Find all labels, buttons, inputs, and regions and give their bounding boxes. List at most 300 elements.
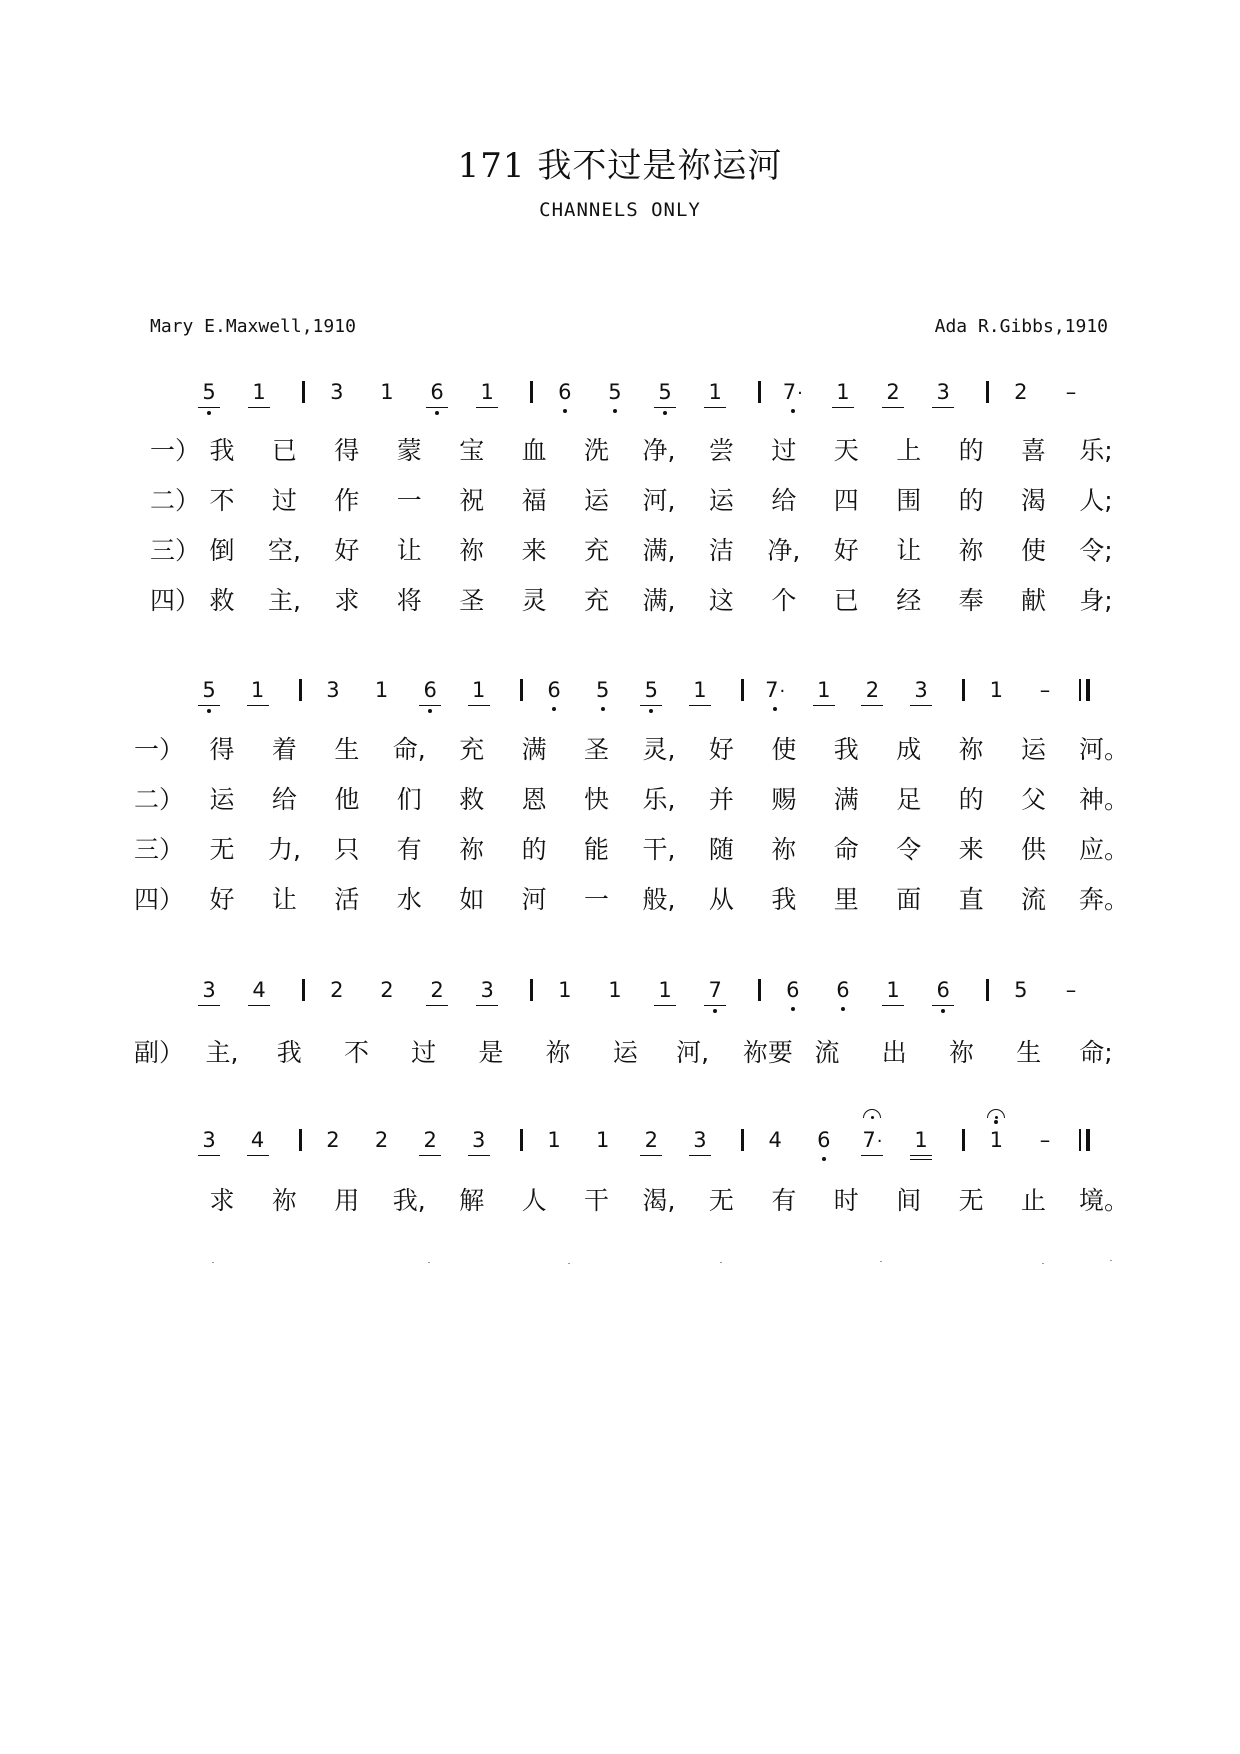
barline: [299, 679, 302, 701]
lyric-syllable: 我: [276, 1038, 302, 1067]
lyric-syllable: 灵,: [642, 735, 676, 764]
lyric-line: [0, 883, 1240, 917]
underline-beam: [198, 1155, 220, 1156]
lyric-syllable: 他: [334, 785, 360, 814]
lyric-syllable: 得: [334, 436, 360, 465]
lyric-syllable: 命,: [392, 735, 426, 764]
note-digit: 1: [252, 380, 266, 404]
note-wrap: [1001, 378, 1041, 406]
scan-speck: [1110, 1260, 1112, 1261]
note-wrap: [873, 976, 913, 1004]
lyric-syllable: 满,: [642, 536, 676, 565]
note-digit: 3: [202, 1128, 216, 1152]
note: [923, 378, 963, 408]
note-digit: 5: [608, 380, 622, 404]
note: [595, 378, 635, 413]
lyric-syllable: 的: [958, 486, 984, 515]
notation-line: [0, 676, 1240, 730]
underline-beam: [654, 407, 676, 408]
dash-glyph: –: [1065, 978, 1077, 1002]
underline-beam: [198, 407, 220, 408]
note: [239, 976, 279, 1006]
note-wrap: [583, 1126, 623, 1154]
note-wrap: [417, 378, 457, 406]
note: [410, 676, 450, 713]
lyric-syllable: 用: [334, 1186, 360, 1215]
note-digit: 3: [914, 678, 928, 702]
octave-down-dot: [773, 707, 777, 711]
sustain-dash: [1025, 1126, 1065, 1154]
note-wrap: [755, 1126, 795, 1154]
note-digit: 1: [817, 678, 831, 702]
lyric-syllable: 的: [958, 436, 984, 465]
lyric-syllable: 好: [209, 885, 235, 914]
lyric-syllable: 已: [271, 436, 297, 465]
note-digit: 7·: [862, 1128, 883, 1152]
note-digit: 5: [202, 678, 216, 702]
lyric-syllable: 让: [896, 536, 922, 565]
note: [189, 676, 229, 713]
underline-beam: [640, 705, 662, 706]
underline-beam: [704, 1005, 726, 1006]
lyric-syllable: 宝: [459, 436, 485, 465]
lyric-syllable: 人: [521, 1186, 547, 1215]
note-digit: 1: [708, 380, 722, 404]
octave-down-dot: [552, 707, 556, 711]
lyric-syllable: 这: [708, 586, 734, 615]
sustain-dash: [1051, 378, 1091, 406]
lyric-syllable: 四: [833, 486, 859, 515]
underline-beam: [426, 407, 448, 408]
sustain-dash: [1025, 676, 1065, 704]
lyric-syllable: 作: [334, 486, 360, 515]
lyric-syllable: 渴: [1021, 486, 1047, 515]
note-digit: 7·: [782, 380, 803, 404]
note-wrap: [695, 378, 735, 406]
underline-beam: [198, 705, 220, 706]
verse-label: 二）: [134, 785, 185, 814]
note-digit: 1: [480, 380, 494, 404]
note: [631, 676, 671, 713]
underline-beam: [910, 1155, 932, 1156]
note-digit: 3: [693, 1128, 707, 1152]
octave-down-dot: [601, 707, 605, 711]
lyric-syllable: 来: [958, 835, 984, 864]
note-wrap: [773, 976, 813, 1004]
note: [773, 378, 813, 413]
lyric-syllable: 过: [271, 486, 297, 515]
note-wrap: [695, 976, 735, 1004]
barline: [962, 1129, 965, 1151]
lyric-syllable: 我,: [392, 1186, 426, 1215]
underline-beam: [476, 1005, 498, 1006]
lyric-syllable: 是: [478, 1038, 504, 1067]
note-wrap: [976, 676, 1016, 704]
note-wrap: [901, 676, 941, 704]
note: [645, 976, 685, 1006]
octave-down-dot: [791, 409, 795, 413]
lyric-syllable: 不: [209, 486, 235, 515]
lyric-syllable: 只: [334, 835, 360, 864]
note: [755, 676, 795, 711]
note: [417, 378, 457, 415]
note-wrap: [459, 1126, 499, 1154]
lyric-syllable: 好: [334, 536, 360, 565]
note-digit: 6: [547, 678, 561, 702]
lyric-syllable: 献: [1021, 586, 1047, 615]
verse-label: 一）: [134, 735, 185, 764]
lyric-syllable: 般,: [642, 885, 676, 914]
note-digit: 7·: [765, 678, 786, 702]
note-wrap: [1001, 976, 1041, 1004]
lyric-syllable: 的: [521, 835, 547, 864]
note-wrap: [238, 1126, 278, 1154]
lyric-syllable: 成: [896, 735, 922, 764]
barline: [530, 979, 533, 1001]
note-wrap: [317, 378, 357, 406]
underline-beam: [476, 407, 498, 408]
lyric-syllable: 生: [1016, 1038, 1042, 1067]
note-wrap: [239, 976, 279, 1004]
lyric-syllable: 救: [209, 586, 235, 615]
underline-beam: [468, 705, 490, 706]
lyric-syllable: 福: [521, 486, 547, 515]
final-barline: [1086, 1129, 1090, 1151]
note-digit: 1: [547, 1128, 561, 1152]
lyric-syllable: 求: [209, 1186, 235, 1215]
note-digit: 5: [644, 678, 658, 702]
underline-beam: [910, 1159, 932, 1160]
note: [317, 976, 357, 1004]
underline-beam: [198, 1005, 220, 1006]
lyric-line: [0, 1036, 1240, 1070]
verse-label: 副）: [134, 1038, 185, 1067]
lyric-syllable: 运: [584, 486, 610, 515]
note: [534, 1126, 574, 1154]
lyric-syllable: 境。: [1079, 1186, 1130, 1215]
scan-speck: [428, 1262, 430, 1263]
octave-down-dot: [613, 409, 617, 413]
barline: [758, 381, 761, 403]
lyric-syllable: 着: [271, 735, 297, 764]
lyric-syllable: 干,: [642, 835, 676, 864]
note-wrap: [545, 976, 585, 1004]
verse-label: 一）: [150, 436, 201, 465]
lyricist-credit: Mary E.Maxwell,1910: [150, 316, 356, 337]
underline-beam: [426, 1005, 448, 1006]
final-barline: [1086, 679, 1090, 701]
scan-speck: [1042, 1263, 1044, 1264]
lyric-syllable: 主,: [205, 1038, 239, 1067]
underline-beam: [832, 407, 854, 408]
note-digit: 1: [595, 1128, 610, 1152]
note: [755, 1126, 795, 1154]
note: [467, 378, 507, 408]
fermata-icon: [863, 1109, 881, 1118]
lyric-syllable: 河: [521, 885, 547, 914]
note-wrap: [755, 676, 795, 704]
lyric-syllable: 恩: [521, 785, 547, 814]
lyric-line: [0, 833, 1240, 867]
note-digit: 2: [865, 678, 880, 702]
lyric-syllable: 时: [833, 1186, 859, 1215]
lyric-syllable: 祢要: [742, 1038, 793, 1067]
note-digit: 2: [330, 978, 344, 1002]
dash-glyph: –: [1065, 380, 1077, 404]
lyric-syllable: 好: [833, 536, 859, 565]
lyric-syllable: 们: [396, 785, 422, 814]
lyric-syllable: 经: [896, 586, 922, 615]
augmentation-dot: ·: [876, 1131, 883, 1152]
note: [901, 676, 941, 706]
lyric-line: [0, 584, 1240, 618]
lyric-syllable: 生: [334, 735, 360, 764]
note: [459, 1126, 499, 1156]
notation-line: [0, 976, 1240, 1030]
lyric-syllable: 祢: [771, 835, 797, 864]
lyric-syllable: 过: [411, 1038, 437, 1067]
lyric-syllable: 河。: [1079, 735, 1130, 764]
lyric-syllable: 祢: [459, 536, 485, 565]
note-digit: 6: [836, 978, 850, 1002]
composer-credit: Ada R.Gibbs,1910: [934, 316, 1108, 337]
lyric-syllable: 祝: [459, 486, 485, 515]
note-wrap: [852, 1126, 892, 1154]
note: [545, 976, 585, 1004]
barline: [758, 979, 761, 1001]
hymn-title: 171 我不过是祢运河: [457, 146, 783, 186]
note-wrap: [534, 676, 574, 704]
note-wrap: [645, 378, 685, 406]
scan-speck: [568, 1263, 570, 1264]
lyric-syllable: 不: [343, 1038, 369, 1067]
lyric-syllable: 血: [521, 436, 547, 465]
octave-down-dot: [428, 709, 432, 713]
underline-beam: [704, 407, 726, 408]
note: [367, 378, 407, 406]
note-wrap: [923, 378, 963, 406]
underline-beam: [468, 1155, 490, 1156]
barline: [302, 979, 305, 1001]
scan-speck: [212, 1262, 214, 1263]
note-digit: 1: [886, 978, 900, 1002]
note: [417, 976, 457, 1006]
lyric-syllable: 赐: [771, 785, 797, 814]
lyric-syllable: 出: [881, 1038, 907, 1067]
lyric-syllable: 求: [334, 586, 360, 615]
underline-beam: [861, 1155, 883, 1156]
note: [873, 976, 913, 1006]
lyric-syllable: 使: [1021, 536, 1047, 565]
lyric-syllable: 祢: [949, 1038, 975, 1067]
fermata-icon: [987, 1109, 1005, 1118]
note-wrap: [545, 378, 585, 406]
lyric-syllable: 渴,: [642, 1186, 676, 1215]
note: [680, 1126, 720, 1156]
note: [923, 976, 963, 1013]
lyric-syllable: 将: [396, 586, 422, 615]
verse-label: 三）: [134, 835, 185, 864]
lyric-syllable: 祢: [958, 536, 984, 565]
note: [901, 1126, 941, 1160]
note: [189, 378, 229, 415]
note-digit: 2: [423, 1128, 437, 1152]
barline: [1079, 1129, 1081, 1151]
lyric-syllable: 运: [708, 486, 734, 515]
lyric-syllable: 奉: [958, 586, 984, 615]
note-wrap: [417, 976, 457, 1004]
lyric-syllable: 河,: [676, 1038, 710, 1067]
lyric-syllable: 蒙: [396, 436, 422, 465]
lyric-syllable: 止: [1021, 1186, 1047, 1215]
note: [238, 1126, 278, 1156]
lyric-syllable: 使: [771, 735, 797, 764]
lyric-syllable: 主,: [267, 586, 301, 615]
barline: [520, 1129, 523, 1151]
note-digit: 5: [658, 380, 672, 404]
lyric-syllable: 喜: [1021, 436, 1047, 465]
notation-line: [0, 1126, 1240, 1180]
note: [545, 378, 585, 413]
note: [583, 676, 623, 711]
underline-beam: [247, 1155, 269, 1156]
note-digit: 3: [330, 380, 344, 404]
note-wrap: [804, 1126, 844, 1154]
lyric-line: [0, 783, 1240, 817]
verse-label: 四）: [134, 885, 185, 914]
lyric-syllable: 净,: [642, 436, 676, 465]
lyric-syllable: 尝: [708, 436, 734, 465]
lyric-syllable: 给: [271, 785, 297, 814]
barline: [741, 679, 744, 701]
note-wrap: [923, 976, 963, 1004]
lyric-syllable: 供: [1021, 835, 1047, 864]
note: [534, 676, 574, 711]
note-digit: 3: [326, 678, 340, 702]
lyric-syllable: 能: [584, 835, 610, 864]
note-digit: 3: [480, 978, 494, 1002]
lyric-syllable: 天: [833, 436, 859, 465]
lyric-syllable: 祢: [459, 835, 485, 864]
lyric-syllable: 洁: [708, 536, 734, 565]
lyric-syllable: 乐,: [642, 785, 676, 814]
note-digit: 1: [989, 678, 1004, 702]
octave-down-dot: [649, 709, 653, 713]
note: [852, 676, 892, 706]
underline-beam: [932, 407, 954, 408]
dash-glyph: –: [1039, 1128, 1051, 1152]
augmentation-dot: ·: [779, 681, 786, 702]
lyric-line: [0, 534, 1240, 568]
barline: [1079, 679, 1081, 701]
note: [680, 676, 720, 706]
barline: [299, 1129, 302, 1151]
note-digit: 3: [472, 1128, 486, 1152]
note: [976, 1126, 1016, 1154]
lyric-syllable: 命: [833, 835, 859, 864]
note-digit: 1: [608, 978, 622, 1002]
barline: [530, 381, 533, 403]
note-wrap: [534, 1126, 574, 1154]
lyric-syllable: 流: [1021, 885, 1047, 914]
note-wrap: [773, 378, 813, 406]
note-digit: 2: [430, 978, 444, 1002]
note-wrap: [189, 378, 229, 406]
note: [695, 976, 735, 1013]
note: [631, 1126, 671, 1156]
lyric-syllable: 满: [833, 785, 859, 814]
note-digit: 2: [326, 1128, 340, 1152]
octave-up-dot: [994, 1120, 998, 1124]
note: [823, 976, 863, 1011]
scan-speck: [880, 1261, 882, 1262]
octave-down-dot: [713, 1009, 717, 1013]
note: [804, 1126, 844, 1161]
lyric-syllable: 令;: [1079, 536, 1113, 565]
note: [313, 676, 353, 704]
note-digit: 5: [1014, 978, 1028, 1002]
lyric-syllable: 上: [896, 436, 922, 465]
barline: [302, 381, 305, 403]
hymn-subtitle: CHANNELS ONLY: [539, 199, 701, 221]
note-digit: 2: [644, 1128, 658, 1152]
note-wrap: [189, 976, 229, 1004]
note-digit: 2: [1014, 380, 1028, 404]
lyric-syllable: 身;: [1079, 586, 1113, 615]
barline: [520, 679, 523, 701]
lyric-syllable: 空,: [267, 536, 301, 565]
note-wrap: [873, 378, 913, 406]
octave-down-dot: [207, 411, 211, 415]
lyric-syllable: 奔。: [1079, 885, 1130, 914]
note-wrap: [367, 378, 407, 406]
lyric-syllable: 间: [896, 1186, 922, 1215]
verse-label: 四）: [150, 586, 201, 615]
note-digit: 2: [374, 1128, 389, 1152]
lyric-syllable: 解: [459, 1186, 485, 1215]
note-digit: 4: [252, 978, 266, 1002]
note-wrap: [189, 676, 229, 704]
note-wrap: [362, 676, 402, 704]
octave-down-dot: [941, 1009, 945, 1013]
lyric-syllable: 令: [896, 835, 922, 864]
note-digit: 7: [708, 978, 722, 1002]
note-digit: 1: [658, 978, 672, 1002]
note: [189, 1126, 229, 1156]
note-wrap: [852, 676, 892, 704]
lyric-line: [0, 733, 1240, 767]
note-digit: 6: [423, 678, 437, 702]
lyric-syllable: 人;: [1079, 486, 1113, 515]
note-digit: 6: [430, 380, 444, 404]
lyric-syllable: 直: [958, 885, 984, 914]
note-digit: 1: [989, 1128, 1004, 1152]
underline-beam: [419, 705, 441, 706]
lyric-syllable: 有: [396, 835, 422, 864]
octave-down-dot: [841, 1007, 845, 1011]
note-digit: 1: [558, 978, 572, 1002]
octave-down-dot: [563, 409, 567, 413]
note: [583, 1126, 623, 1154]
note: [976, 676, 1016, 704]
underline-beam: [882, 1005, 904, 1006]
note: [459, 676, 499, 706]
note: [852, 1126, 892, 1156]
note: [189, 976, 229, 1006]
verse-label: 二）: [150, 486, 201, 515]
note-digit: 1: [693, 678, 707, 702]
octave-down-dot: [791, 1007, 795, 1011]
